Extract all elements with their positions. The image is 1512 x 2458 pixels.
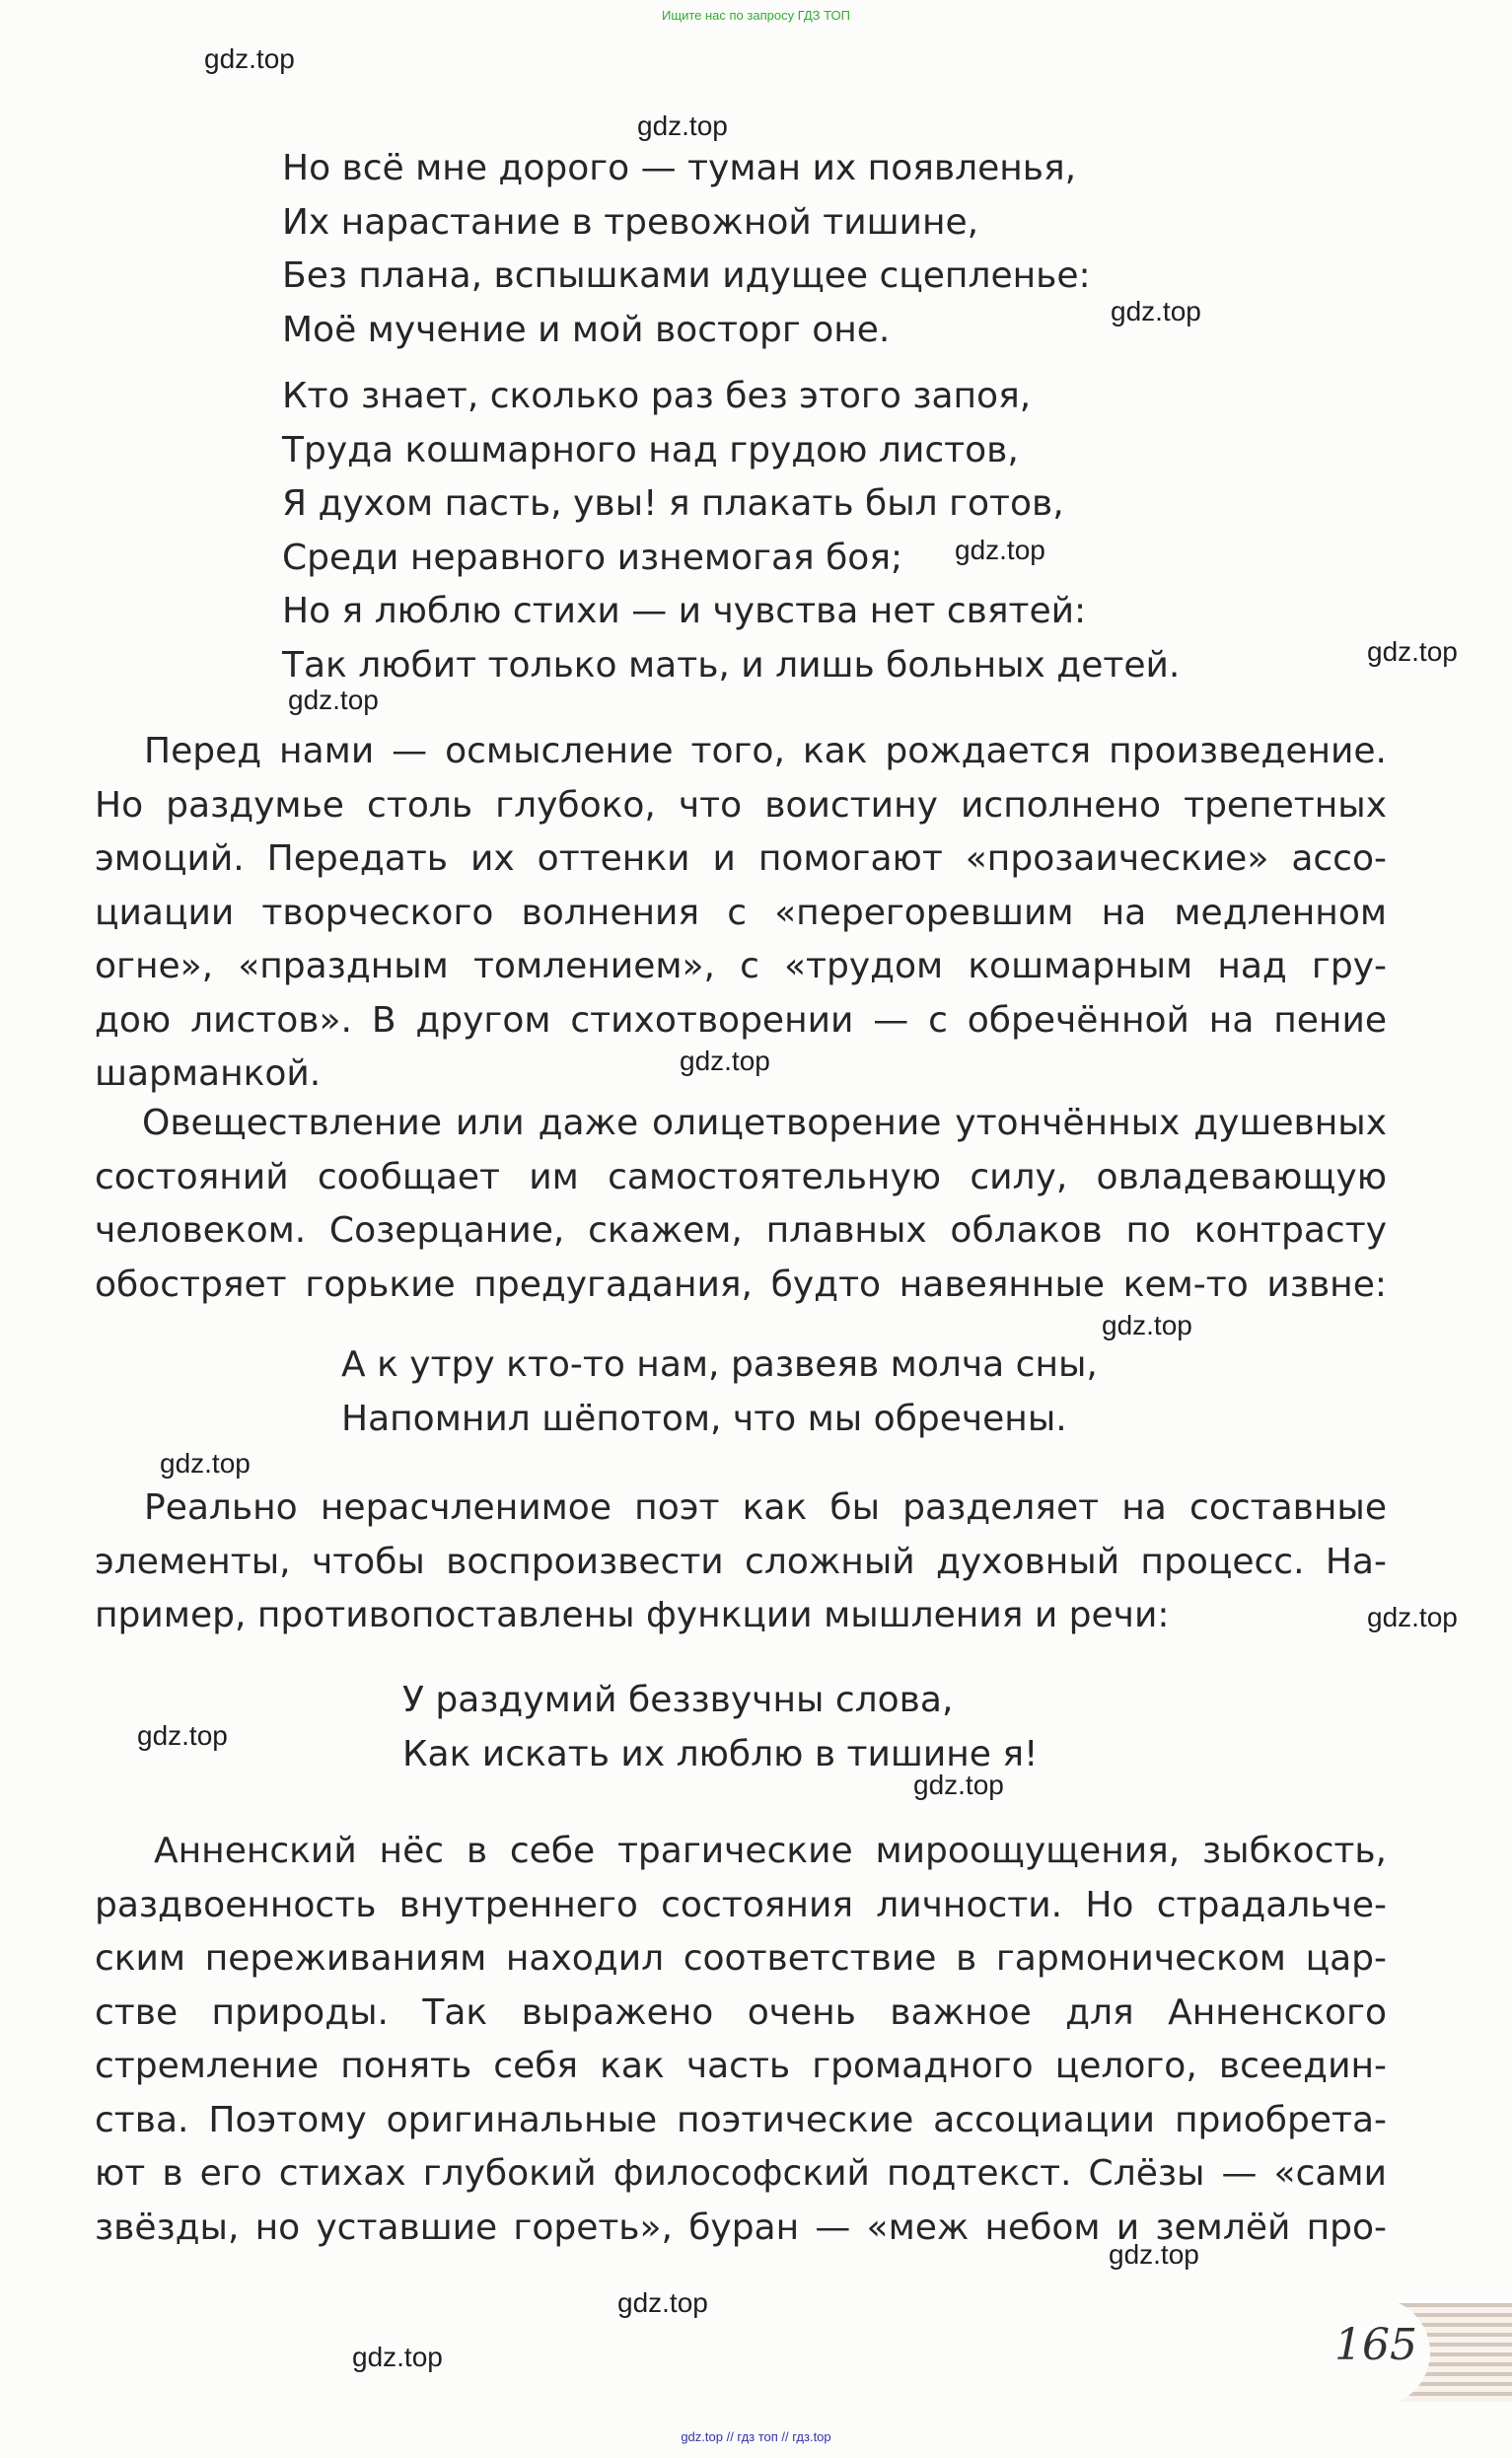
poem-line: Но всё мне дорого — туман их появленья, [282,148,1077,188]
poem-line: Но я люблю стихи — и чувства нет святей: [282,591,1087,631]
poem-line: Без плана, вспышками идущее сцепленье: [282,255,1091,296]
paragraph-line: ства. Поэтому оригинальные поэтические ассоциации приобрета- [95,2099,1387,2140]
paragraph-line: ским переживаниям находил соответствие в гармоническом цар- [95,1938,1387,1979]
paragraph-line: звёзды, но уставшие гореть», буран — «меж небом и землёй про- [95,2206,1387,2248]
quote-1 [341,1338,1098,1446]
paragraph-line: Но раздумье столь глубоко, что воистину исполнено трепетных [95,784,1387,826]
watermark: gdz.top [1111,296,1201,326]
paragraph-line: циации творческого волнения с «перегоревшим на медленном [95,892,1387,933]
poem-stanza-2 [282,370,1180,692]
watermark: gdz.top [204,43,295,74]
poem-line: А к утру кто-то нам, развеяв молча сны, [341,1344,1098,1385]
paragraph-line: дою листов». В другом стихотворении — с обречённой на пение [95,999,1387,1041]
paragraph-line: Реально нерасчленимое поэт как бы разделяет на составные [144,1487,1387,1528]
poem-line: Труда кошмарного над грудою листов, [282,429,1019,470]
poem-line: Среди неравного изнемогая боя; [282,537,903,578]
paragraph-line: раздвоенность внутреннего состояния личности. Но страдальче- [95,1884,1387,1925]
paragraph-line: Овеществление или даже олицетворение утончённых душевных [142,1103,1387,1143]
paragraph-line: состояний сообщает им самостоятельную силу, овладевающую [95,1156,1387,1197]
watermark: gdz.top [637,110,728,141]
paragraph-line: человеком. Созерцание, скажем, плавных облаков по контрасту [95,1210,1387,1251]
poem-line: Так любит только мать, и лишь больных детей. [282,644,1181,686]
poem-stanza-1 [282,142,1091,357]
poem-line: Как искать их люблю в тишине я! [402,1733,1039,1774]
page-number: 165 [1334,2320,1417,2370]
poem-line: Напомнил шёпотом, что мы обречены. [341,1398,1067,1439]
poem-line: Моё мучение и мой восторг оне. [282,309,891,350]
paragraph-line: обостряет горькие предугадания, будто навеянные кем-то извне: [95,1264,1387,1305]
footer-banner: gdz.top // гдз топ // гдз.top [681,2429,831,2444]
poem-line: У раздумий беззвучны слова, [402,1680,954,1720]
paragraph-3 [95,1482,1387,1643]
header-banner: Ищите нас по запросу ГДЗ ТОП [662,8,850,23]
watermark: gdz.top [1367,636,1458,667]
paragraph-line: ют в его стихах глубокий философский подтекст. Слёзы — «сами [95,2153,1387,2194]
paragraph-line: эмоций. Передать их оттенки и помогают «прозаические» ассо- [95,838,1387,879]
poem-line: Я духом пасть, увы! я плакать был готов, [282,483,1064,524]
watermark: gdz.top [137,1720,228,1751]
paragraph-line: стве природы. Так выражено очень важное для Анненского [95,1991,1387,2033]
quote-2 [402,1674,1038,1781]
watermark: gdz.top [1109,2239,1199,2270]
watermark: gdz.top [160,1448,251,1479]
poem-line: Кто знает, сколько раз без этого запоя, [282,376,1032,416]
watermark: gdz.top [288,685,379,715]
watermark: gdz.top [1102,1310,1192,1340]
paragraph-4 [95,1825,1387,2255]
paragraph-line: Анненский нёс в себе трагические мироощущения, зыбкость, [154,1831,1387,1871]
watermark: gdz.top [617,2287,708,2318]
poem-line: Их нарастание в тревожной тишине, [282,201,979,243]
watermark: gdz.top [352,2342,443,2372]
watermark: gdz.top [680,1046,770,1076]
paragraph-2 [95,1097,1387,1312]
watermark: gdz.top [1367,1602,1458,1632]
paragraph-line: огне», «праздным томлением», с «трудом кошмарным над гру- [95,946,1387,986]
paragraph-line: пример, противопоставлены функции мышления и речи: [95,1595,1170,1635]
paragraph-line: стремление понять себя как часть громадного целого, всеедин- [95,2046,1387,2086]
watermark: gdz.top [955,535,1045,565]
paragraph-line: элементы, чтобы воспроизвести сложный духовный процесс. На- [95,1541,1387,1582]
paragraph-line: Перед нами — осмысление того, как рождается произведение. [144,731,1387,771]
watermark: gdz.top [913,1770,1004,1800]
paragraph-line: шарманкой. [95,1053,322,1094]
